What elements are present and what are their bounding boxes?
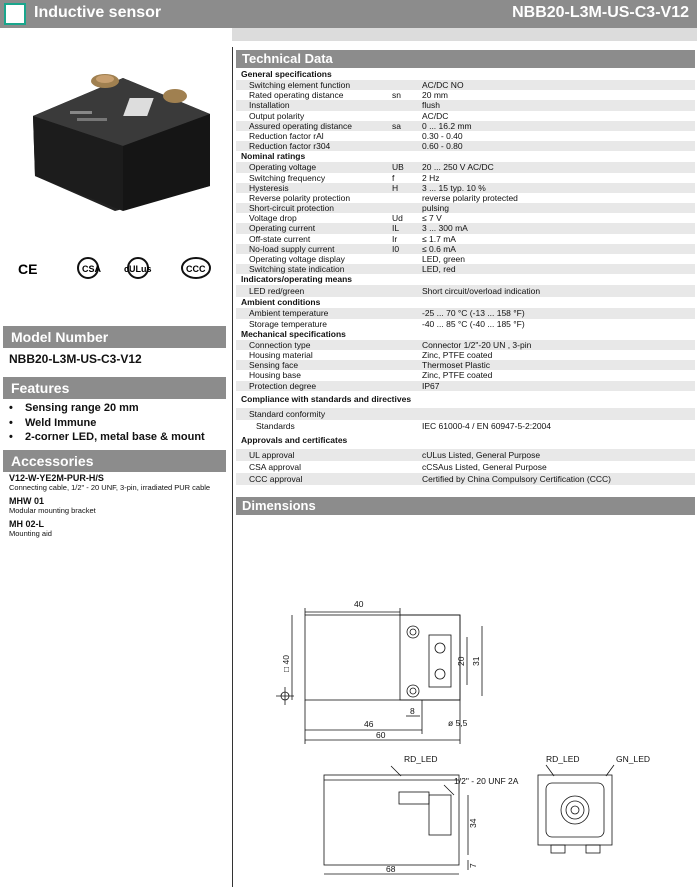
- feature-item: • 2-corner LED, metal base & mount: [9, 431, 205, 446]
- features-list: [9, 402, 205, 446]
- spec-section-title: Indicators/operating means: [241, 274, 352, 285]
- spec-row: Switching state indication LED, red: [236, 264, 695, 274]
- spec-row: Assured operating distance sa 0 ... 16.2 mm: [236, 121, 695, 131]
- header-model: NBB20-L3M-US-C3-V12: [512, 4, 689, 21]
- csa-mark-icon: [78, 258, 102, 278]
- ul-mark-label: cULus: [124, 264, 152, 274]
- spec-row: Short-circuit protection pulsing: [236, 203, 695, 213]
- spec-section-title: General specifications: [241, 69, 332, 79]
- features-heading: Features: [3, 377, 226, 399]
- spec-table: [236, 69, 695, 485]
- spec-section-title: Ambient conditions: [241, 297, 321, 308]
- ccc-mark-label: CCC: [186, 264, 206, 274]
- spec-section-title: Nominal ratings: [241, 151, 306, 162]
- spec-row: Output polarity AC/DC: [249, 110, 449, 121]
- spec-row: Storage temperature -40 ... 85 °C (-40 ... 185 °F): [249, 318, 525, 329]
- spec-row: Operating voltage display LED, green: [249, 254, 465, 264]
- feature-item: • Weld Immune: [9, 417, 205, 432]
- feature-item: • Sensing range 20 mm: [9, 402, 205, 417]
- spec-row: Off-state current Ir ≤ 1.7 mA: [249, 233, 456, 244]
- dim-label: GN_LED: [616, 754, 651, 764]
- spec-section-title: Compliance with standards and directives: [241, 393, 412, 404]
- spec-row: Standard conformity: [236, 408, 695, 420]
- spec-row: Voltage drop Ud ≤ 7 V: [249, 213, 442, 224]
- csa-mark-label: CSA: [82, 264, 102, 274]
- spec-row: No-load supply current I0 ≤ 0.6 mA: [236, 244, 695, 254]
- spec-section-title: Approvals and certificates: [241, 434, 348, 445]
- spec-row: Protection degree IP67: [236, 381, 695, 391]
- technical-data-heading: Technical Data: [236, 50, 695, 68]
- product-photo: [15, 56, 225, 216]
- dim-label: 34: [468, 818, 478, 828]
- accessories-list: [9, 473, 229, 542]
- spec-row: Housing material Zinc, PTFE coated: [249, 349, 493, 360]
- spec-row: Switching frequency f 2 Hz: [249, 172, 440, 183]
- column-divider: [232, 47, 233, 887]
- dim-label: 46: [364, 719, 374, 729]
- dimension-drawing: [236, 590, 695, 887]
- certification-marks: [16, 252, 221, 286]
- model-number: NBB20-L3M-US-C3-V12: [9, 352, 142, 366]
- accessory-desc: Connecting cable, 1/2" - 20 UNF, 3-pin, irradiated PUR cable: [9, 483, 211, 492]
- spec-row: Standards IEC 61000-4 / EN 60947-5-2:2004: [256, 420, 552, 431]
- dim-label: 1/2" - 20 UNF 2A: [454, 776, 519, 786]
- spec-row: Reduction factor r304 0.60 - 0.80: [236, 141, 695, 151]
- dim-label: RD_LED: [546, 754, 580, 764]
- company-logo: [4, 3, 26, 25]
- spec-row: CSA approval cCSAus Listed, General Purpose: [249, 461, 547, 472]
- spec-row: Sensing face Thermoset Plastic: [236, 360, 695, 370]
- dim-label: 31: [471, 656, 481, 666]
- dim-label: RD_LED: [404, 754, 438, 764]
- model-number-heading: Model Number: [3, 326, 226, 348]
- spec-row: Ambient temperature -25 ... 70 °C (-13 ... 158 °F): [236, 308, 695, 318]
- header-bar: [0, 0, 697, 28]
- spec-row: Switching element function AC/DC NO: [236, 80, 695, 90]
- dim-label: 68: [386, 864, 396, 874]
- accessory-name: V12-W-YE2M-PUR-H/S: [9, 473, 104, 483]
- spec-row: Connection type Connector 1/2"-20 UN , 3-pin: [236, 340, 695, 350]
- header-subbar: [232, 28, 697, 41]
- spec-row: Hysteresis H 3 ... 15 typ. 10 %: [236, 183, 695, 193]
- dim-label: 40: [354, 599, 364, 609]
- spec-row: Reduction factor rAl 0.30 - 0.40: [249, 130, 463, 141]
- accessory-desc: Mounting aid: [9, 529, 52, 538]
- spec-section-title: Mechanical specifications: [241, 328, 346, 339]
- dimensions-heading: Dimensions: [236, 497, 695, 515]
- ccc-mark-icon: [182, 258, 210, 278]
- dim-label: ø 5,5: [448, 718, 468, 728]
- spec-row: Operating voltage UB 20 ... 250 V AC/DC: [236, 162, 695, 172]
- accessories-heading: Accessories: [3, 450, 226, 472]
- spec-row: Housing base Zinc, PTFE coated: [249, 370, 493, 381]
- ce-mark-label: CE: [18, 261, 38, 277]
- spec-row: Rated operating distance sn 20 mm: [249, 90, 448, 101]
- accessory-desc: Modular mounting bracket: [9, 506, 96, 515]
- spec-row: Operating current IL 3 ... 300 mA: [236, 223, 695, 233]
- dim-label: 7: [468, 863, 478, 868]
- spec-row: CCC approval Certified by China Compulsory Certification (CCC): [236, 473, 695, 485]
- spec-row: UL approval cULus Listed, General Purpose: [236, 449, 695, 461]
- spec-row: Installation flush: [236, 100, 695, 110]
- accessory-name: MHW 01: [9, 496, 45, 506]
- spec-row: Reverse polarity protection reverse polarity protected: [249, 192, 518, 203]
- dim-label: 8: [410, 706, 415, 716]
- accessory-name: MH 02-L: [9, 519, 45, 529]
- spec-row: LED red/green Short circuit/overload indication: [236, 285, 695, 297]
- dim-label: □ 40: [281, 655, 291, 672]
- dim-label: 60: [376, 730, 386, 740]
- ul-mark-icon: [124, 258, 152, 278]
- page-title: Inductive sensor: [34, 4, 162, 21]
- dim-label: 20: [456, 656, 466, 666]
